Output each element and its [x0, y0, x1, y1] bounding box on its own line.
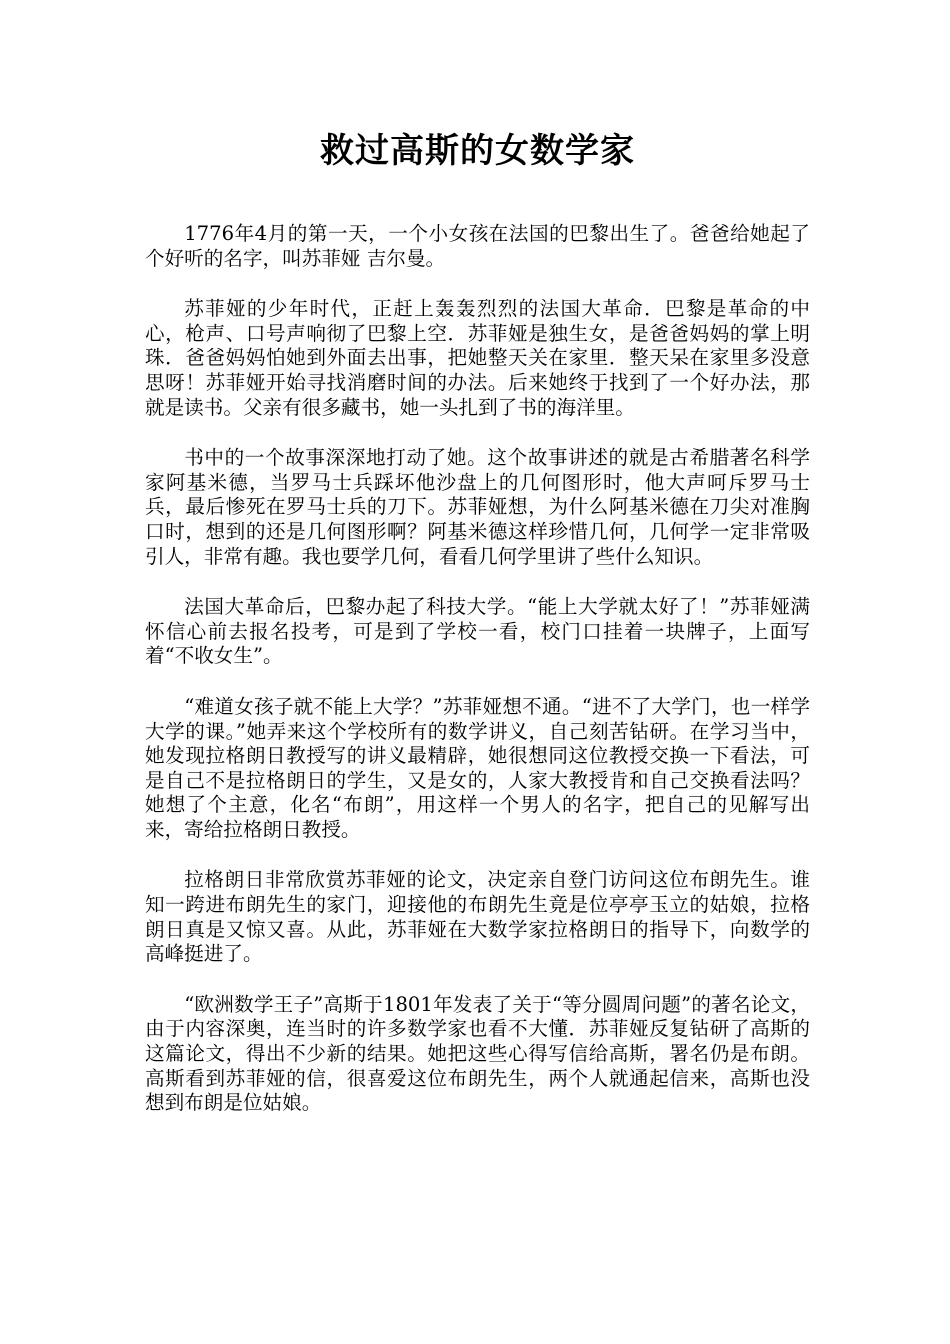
paragraph-birth: 1776年4月的第一天，一个小女孩在法国的巴黎出生了。爸爸给她起了个好听的名字，叫苏菲娅 吉尔曼。 — [145, 222, 810, 270]
paragraph-gauss: “欧洲数学王子”高斯于1801年发表了关于“等分圆周问题”的著名论文，由于内容深奥，连当时的许多数学家也看不大懂．苏菲娅反复钻研了高斯的这篇论文，得出不少新的结果。她把这些心得写信给高斯，署名仍是布朗。高斯看到苏菲娅的信，很喜爱这位布朗先生，两个人就通起信来，高斯也没想到布朗是位姑娘。 — [145, 992, 810, 1115]
document-body — [145, 222, 810, 1116]
paragraph-lagrange: 拉格朗日非常欣赏苏菲娅的论文，决定亲自登门访问这位布朗先生。谁知一跨进布朗先生的家门，迎接他的布朗先生竟是位亭亭玉立的姑娘，拉格朗日真是又惊又喜。从此，苏菲娅在大数学家拉格朗日的指导下，向数学的高峰挺进了。 — [145, 868, 810, 966]
paragraph-self-study: “难道女孩子就不能上大学？”苏菲娅想不通。“进不了大学门，也一样学大学的课。”她弄来这个学校所有的数学讲义，自己刻苦钻研。在学习当中，她发现拉格朗日教授写的讲义最精辟，她很想同这位教授交换一下看法，可是自己不是拉格朗日的学生，又是女的，人家大教授肯和自己交换看法吗？她想了个主意，化名“布朗”，用这样一个男人的名字，把自己的见解写出来，寄给拉格朗日教授。 — [145, 694, 810, 841]
paragraph-youth: 苏菲娅的少年时代，正赶上轰轰烈烈的法国大革命．巴黎是革命的中心，枪声、口号声响彻了巴黎上空．苏菲娅是独生女，是爸爸妈妈的掌上明珠．爸爸妈妈怕她到外面去出事，把她整天关在家里．整天呆在家里多没意思呀！苏菲娅开始寻找消磨时间的办法。后来她终于找到了一个好办法，那就是读书。父亲有很多藏书，她一头扎到了书的海洋里。 — [145, 297, 810, 419]
paragraph-archimedes: 书中的一个故事深深地打动了她。这个故事讲述的就是古希腊著名科学家阿基米德，当罗马士兵踩坏他沙盘上的几何图形时，他大声呵斥罗马士兵，最后惨死在罗马士兵的刀下。苏菲娅想，为什么阿基米德在刀尖对准胸口时，想到的还是几何图形啊？阿基米德这样珍惜几何，几何学一定非常吸引人，非常有趣。我也要学几何，看看几何学里讲了些什么知识。 — [145, 446, 810, 568]
paragraph-university: 法国大革命后，巴黎办起了科技大学。“能上大学就太好了！”苏菲娅满怀信心前去报名投考，可是到了学校一看，校门口挂着一块牌子，上面写着“不收女生”。 — [145, 595, 810, 668]
document-title: 救过高斯的女数学家 — [320, 131, 635, 171]
document-page — [145, 0, 810, 1142]
